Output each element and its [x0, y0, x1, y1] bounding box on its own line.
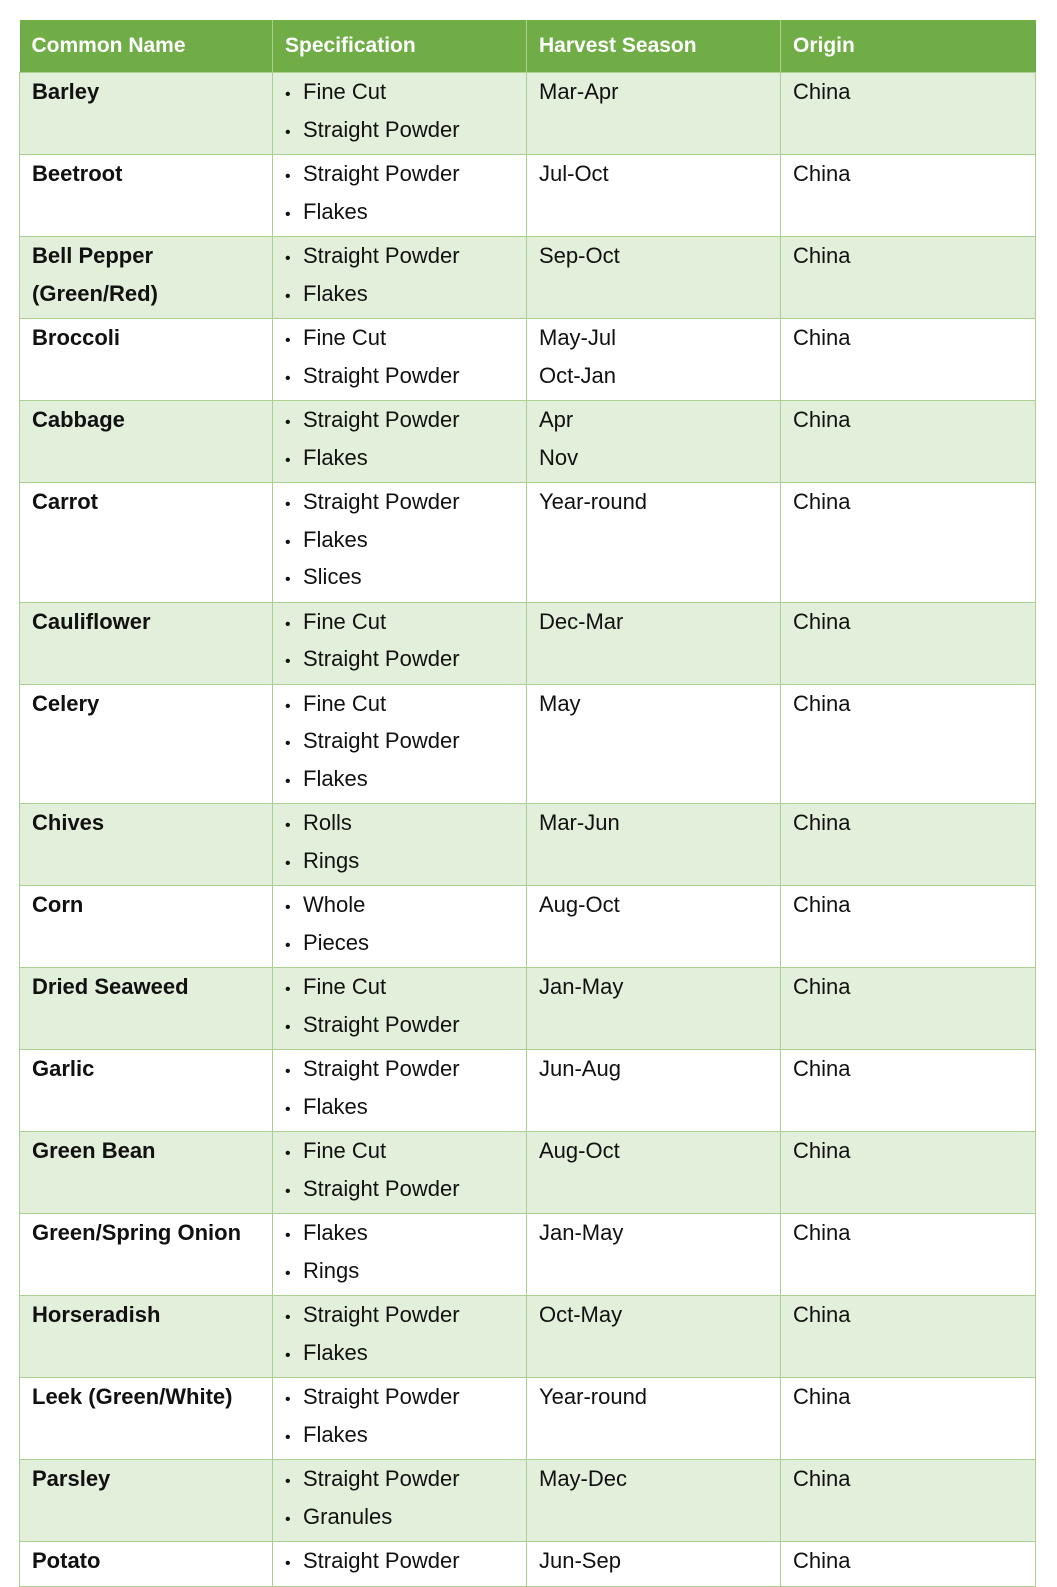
origin-text: China	[793, 974, 851, 999]
table-row	[20, 1214, 1036, 1296]
specification-text: Slices	[303, 564, 362, 589]
header-origin: Origin	[781, 20, 1036, 73]
origin-text: China	[793, 489, 851, 514]
harvest-season-cell	[527, 155, 781, 237]
header-specification: Specification	[273, 20, 527, 73]
harvest-season-text: Mar-Apr	[539, 79, 619, 104]
specification-item	[285, 527, 526, 565]
specification-item	[285, 810, 526, 848]
origin-cell	[781, 1214, 1036, 1296]
harvest-season-text: Year-round	[539, 489, 648, 514]
specification-item	[285, 892, 526, 930]
harvest-season-cell	[527, 602, 781, 684]
bullet-icon: •	[285, 1391, 291, 1408]
specification-item	[285, 445, 526, 483]
specification-text: Straight Powder	[303, 1011, 460, 1037]
specification-item	[285, 281, 526, 319]
specification-cell	[273, 1214, 527, 1296]
common-name-cell	[20, 1296, 273, 1378]
bullet-icon: •	[285, 615, 291, 633]
origin-cell	[781, 1460, 1036, 1542]
table-row	[20, 237, 1036, 319]
bullet-icon: •	[285, 1428, 291, 1446]
origin-text: China	[793, 608, 851, 634]
bullet-icon: •	[285, 287, 291, 305]
table-row	[20, 1542, 1036, 1587]
origin-text: China	[793, 1056, 851, 1081]
common-name-cell	[20, 1214, 273, 1296]
specification-text: Flakes	[303, 1339, 368, 1365]
bullet-icon: •	[285, 205, 291, 223]
specification-item	[285, 117, 526, 155]
common-name-text: Horseradish	[32, 1302, 161, 1327]
table-row	[20, 401, 1036, 483]
harvest-season-cell	[527, 401, 781, 483]
harvest-season-text: Jan-May	[539, 1220, 624, 1245]
specification-text: Rolls	[303, 810, 352, 835]
specification-cell	[273, 1542, 527, 1587]
bullet-icon: •	[285, 817, 291, 834]
specification-text: Straight Powder	[303, 243, 460, 268]
specification-item	[285, 930, 526, 968]
common-name-text: Celery	[32, 690, 100, 716]
common-name-text: Beetroot	[32, 161, 123, 186]
origin-text: China	[793, 690, 851, 716]
origin-cell	[781, 483, 1036, 603]
harvest-season-cell	[527, 1214, 781, 1296]
specification-item	[285, 363, 526, 401]
specification-item	[285, 1384, 526, 1422]
common-name-text: Chives	[32, 810, 105, 835]
header-harvest-season: Harvest Season	[527, 20, 781, 73]
origin-cell	[781, 319, 1036, 401]
specification-text: Straight Powder	[303, 1175, 460, 1201]
origin-text: China	[793, 1548, 851, 1573]
specification-cell	[273, 886, 527, 968]
bullet-icon: •	[285, 168, 291, 185]
specification-cell	[273, 1050, 527, 1132]
common-name-cell	[20, 155, 273, 237]
specification-text: Flakes	[303, 280, 368, 306]
bullet-icon: •	[285, 1100, 291, 1118]
origin-text: China	[793, 407, 851, 432]
harvest-season-cell	[527, 1132, 781, 1214]
origin-cell	[781, 804, 1036, 886]
harvest-season-cell	[527, 684, 781, 804]
common-name-text: Parsley	[32, 1466, 111, 1491]
harvest-season-cell	[527, 968, 781, 1050]
bullet-icon: •	[285, 1555, 291, 1572]
harvest-season-text: Oct-May	[539, 1302, 623, 1327]
specification-text: Flakes	[303, 1093, 368, 1119]
harvest-season-text: Nov	[539, 444, 579, 470]
common-name-text: Bell Pepper	[32, 243, 154, 268]
harvest-season-cell	[527, 1542, 781, 1587]
common-name-text: Leek (Green/White)	[32, 1384, 233, 1409]
specification-text: Straight Powder	[303, 1384, 460, 1409]
bullet-icon: •	[285, 1227, 291, 1244]
harvest-season-text: Mar-Jun	[539, 810, 620, 835]
common-name-cell	[20, 73, 273, 155]
table-row	[20, 1132, 1036, 1214]
common-name-cell	[20, 401, 273, 483]
specification-text: Straight Powder	[303, 1466, 460, 1491]
common-name-cell	[20, 237, 273, 319]
specification-item	[285, 564, 526, 602]
origin-cell	[781, 1378, 1036, 1460]
specification-item	[285, 691, 526, 729]
harvest-season-text: May-Dec	[539, 1466, 628, 1491]
specification-cell	[273, 237, 527, 319]
bullet-icon: •	[285, 414, 291, 431]
origin-text: China	[793, 243, 851, 268]
specification-cell	[273, 1296, 527, 1378]
origin-cell	[781, 1542, 1036, 1587]
origin-text: China	[793, 79, 851, 104]
specification-text: Fine Cut	[303, 974, 387, 999]
specification-item	[285, 1466, 526, 1504]
origin-cell	[781, 73, 1036, 155]
origin-text: China	[793, 325, 851, 350]
bullet-icon: •	[285, 936, 291, 954]
header-common-name: Common Name	[20, 20, 273, 73]
bullet-icon: •	[285, 1510, 291, 1528]
bullet-icon: •	[285, 899, 291, 916]
bullet-icon: •	[285, 1309, 291, 1326]
specification-text: Pieces	[303, 929, 370, 955]
bullet-icon: •	[285, 653, 291, 670]
origin-text: China	[793, 1384, 851, 1409]
specification-cell	[273, 73, 527, 155]
specification-item	[285, 1176, 526, 1214]
table-row	[20, 1460, 1036, 1542]
table-row	[20, 73, 1036, 155]
specification-text: Flakes	[303, 444, 368, 470]
common-name-cell	[20, 483, 273, 603]
bullet-icon: •	[285, 1346, 291, 1364]
bullet-icon: •	[285, 533, 291, 551]
specification-item	[285, 199, 526, 237]
table-row	[20, 1296, 1036, 1378]
specification-text: Flakes	[303, 526, 368, 552]
harvest-season-text: Oct-Jan	[539, 362, 617, 388]
origin-text: China	[793, 1138, 851, 1163]
specification-item	[285, 1340, 526, 1378]
bullet-icon: •	[285, 1018, 291, 1036]
table-row	[20, 602, 1036, 684]
specification-text: Straight Powder	[303, 116, 460, 142]
harvest-season-cell	[527, 1296, 781, 1378]
table-row	[20, 319, 1036, 401]
specification-cell	[273, 319, 527, 401]
harvest-season-cell	[527, 804, 781, 886]
specification-cell	[273, 483, 527, 603]
common-name-text: Corn	[32, 892, 84, 917]
specification-cell	[273, 1460, 527, 1542]
common-name-text: Cabbage	[32, 407, 125, 432]
specification-item	[285, 1302, 526, 1340]
origin-cell	[781, 602, 1036, 684]
specification-cell	[273, 155, 527, 237]
specification-text: Straight Powder	[303, 1548, 460, 1573]
specification-text: Straight Powder	[303, 362, 460, 388]
harvest-season-text: Jul-Oct	[539, 161, 609, 186]
harvest-season-text: Year-round	[539, 1384, 648, 1409]
specification-text: Flakes	[303, 765, 368, 791]
harvest-season-text: May-Jul	[539, 325, 617, 350]
common-name-cell	[20, 1460, 273, 1542]
table-row	[20, 968, 1036, 1050]
specification-item	[285, 161, 526, 199]
table-row	[20, 155, 1036, 237]
origin-cell	[781, 401, 1036, 483]
bullet-icon: •	[285, 735, 291, 752]
harvest-season-text: Jan-May	[539, 974, 624, 999]
table-row	[20, 886, 1036, 968]
specification-item	[285, 646, 526, 684]
bullet-icon: •	[285, 86, 291, 103]
specification-item	[285, 243, 526, 281]
origin-cell	[781, 1050, 1036, 1132]
specification-item	[285, 1504, 526, 1542]
specification-text: Fine Cut	[303, 1138, 387, 1163]
harvest-season-text: Aug-Oct	[539, 892, 620, 917]
bullet-icon: •	[285, 332, 291, 349]
specification-cell	[273, 1378, 527, 1460]
specification-item	[285, 407, 526, 445]
origin-text: China	[793, 810, 851, 835]
common-name-cell	[20, 319, 273, 401]
specification-text: Flakes	[303, 1421, 368, 1447]
origin-text: China	[793, 1466, 851, 1491]
harvest-season-text: Apr	[539, 407, 574, 432]
origin-cell	[781, 968, 1036, 1050]
specification-text: Rings	[303, 847, 360, 873]
vegetable-spec-table	[19, 20, 1036, 1587]
origin-text: China	[793, 1220, 851, 1245]
origin-cell	[781, 155, 1036, 237]
bullet-icon: •	[285, 1264, 291, 1282]
specification-item	[285, 489, 526, 527]
common-name-text: Garlic	[32, 1056, 95, 1081]
specification-text: Fine Cut	[303, 325, 387, 350]
bullet-icon: •	[285, 496, 291, 513]
specification-item	[285, 1258, 526, 1296]
bullet-icon: •	[285, 981, 291, 998]
specification-item	[285, 766, 526, 804]
bullet-icon: •	[285, 1473, 291, 1490]
harvest-season-cell	[527, 1378, 781, 1460]
table-row	[20, 1378, 1036, 1460]
common-name-text: Cauliflower	[32, 608, 151, 634]
specification-item	[285, 1012, 526, 1050]
harvest-season-cell	[527, 237, 781, 319]
common-name-cell	[20, 804, 273, 886]
origin-text: China	[793, 1302, 851, 1327]
origin-cell	[781, 684, 1036, 804]
harvest-season-cell	[527, 1460, 781, 1542]
harvest-season-cell	[527, 1050, 781, 1132]
specification-text: Straight Powder	[303, 1302, 460, 1327]
common-name-cell	[20, 1132, 273, 1214]
origin-cell	[781, 1132, 1036, 1214]
harvest-season-cell	[527, 73, 781, 155]
table-row	[20, 684, 1036, 804]
harvest-season-text: Jun-Sep	[539, 1548, 621, 1573]
bullet-icon: •	[285, 697, 291, 715]
harvest-season-text: Aug-Oct	[539, 1138, 620, 1163]
specification-text: Fine Cut	[303, 608, 387, 634]
bullet-icon: •	[285, 250, 291, 267]
harvest-season-text: Jun-Aug	[539, 1056, 621, 1081]
specification-item	[285, 848, 526, 886]
specification-item	[285, 1138, 526, 1176]
specification-cell	[273, 804, 527, 886]
bullet-icon: •	[285, 1063, 291, 1080]
table-header-row	[20, 20, 1036, 73]
common-name-text: Barley	[32, 79, 100, 104]
specification-text: Granules	[303, 1503, 393, 1529]
origin-cell	[781, 237, 1036, 319]
bullet-icon: •	[285, 571, 291, 588]
origin-cell	[781, 886, 1036, 968]
specification-text: Straight Powder	[303, 646, 460, 671]
harvest-season-cell	[527, 483, 781, 603]
common-name-cell	[20, 684, 273, 804]
harvest-season-cell	[527, 886, 781, 968]
common-name-text: Dried Seaweed	[32, 974, 189, 999]
common-name-cell	[20, 886, 273, 968]
specification-item	[285, 79, 526, 117]
common-name-cell	[20, 1050, 273, 1132]
origin-cell	[781, 1296, 1036, 1378]
specification-item	[285, 1056, 526, 1094]
specification-cell	[273, 968, 527, 1050]
common-name-text: Carrot	[32, 489, 99, 514]
common-name-cell	[20, 602, 273, 684]
specification-text: Straight Powder	[303, 728, 460, 753]
common-name-cell	[20, 968, 273, 1050]
bullet-icon: •	[285, 369, 291, 387]
specification-item	[285, 728, 526, 766]
specification-item	[285, 974, 526, 1012]
specification-text: Flakes	[303, 1220, 368, 1245]
specification-cell	[273, 401, 527, 483]
bullet-icon: •	[285, 1182, 291, 1200]
specification-item	[285, 1220, 526, 1258]
bullet-icon: •	[285, 451, 291, 469]
table-row	[20, 804, 1036, 886]
specification-item	[285, 1094, 526, 1132]
specification-text: Whole	[303, 892, 366, 917]
specification-cell	[273, 602, 527, 684]
specification-text: Straight Powder	[303, 1056, 460, 1081]
table-row	[20, 483, 1036, 603]
table-body	[20, 73, 1036, 1587]
specification-text: Rings	[303, 1257, 360, 1283]
bullet-icon: •	[285, 772, 291, 790]
bullet-icon: •	[285, 854, 291, 872]
specification-text: Fine Cut	[303, 690, 387, 716]
origin-text: China	[793, 892, 851, 917]
harvest-season-text: Dec-Mar	[539, 608, 624, 634]
common-name-text: Green Bean	[32, 1138, 156, 1163]
specification-item	[285, 325, 526, 363]
harvest-season-cell	[527, 319, 781, 401]
specification-item	[285, 1422, 526, 1460]
harvest-season-text: Sep-Oct	[539, 243, 620, 268]
specification-text: Straight Powder	[303, 407, 460, 432]
specification-text: Straight Powder	[303, 489, 460, 514]
origin-text: China	[793, 161, 851, 186]
bullet-icon: •	[285, 123, 291, 141]
specification-cell	[273, 1132, 527, 1214]
specification-text: Flakes	[303, 198, 368, 224]
specification-item	[285, 1548, 526, 1586]
common-name-cell	[20, 1542, 273, 1587]
specification-cell	[273, 684, 527, 804]
common-name-text: Broccoli	[32, 325, 121, 350]
harvest-season-text: May	[539, 690, 581, 716]
table-row	[20, 1050, 1036, 1132]
specification-text: Straight Powder	[303, 161, 460, 186]
common-name-text: Potato	[32, 1548, 101, 1573]
specification-item	[285, 609, 526, 647]
common-name-text: (Green/Red)	[32, 280, 158, 306]
common-name-cell	[20, 1378, 273, 1460]
specification-text: Fine Cut	[303, 79, 387, 104]
common-name-text: Green/Spring Onion	[32, 1220, 242, 1245]
bullet-icon: •	[285, 1145, 291, 1162]
